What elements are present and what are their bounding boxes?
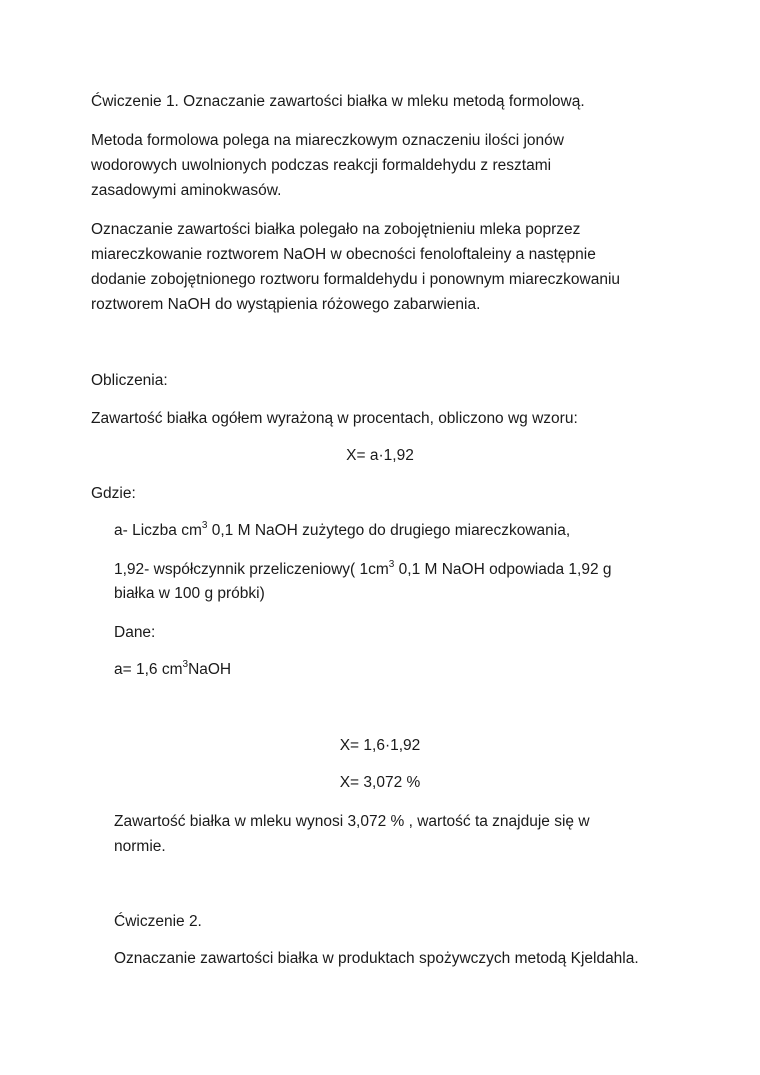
coefficient-text: 1,92- współczynnik przeliczeniowy( 1cm bbox=[114, 561, 389, 578]
coefficient-definition-line-2: białka w 100 g próbki) bbox=[114, 585, 265, 602]
a-definition-text: a- Liczba cm bbox=[114, 522, 202, 539]
paragraph-2-line-1: Oznaczanie zawartości białka polegało na zobojętnieniu mleka poprzez bbox=[91, 221, 581, 238]
coefficient-text-end: 0,1 M NaOH odpowiada 1,92 g bbox=[394, 561, 612, 578]
paragraph-2-line-3: dodanie zobojętnionego roztworu formaldehydu i ponownym miareczkowaniu bbox=[91, 271, 621, 288]
substitution: X= 1,6·1,92 bbox=[339, 737, 421, 754]
result: X= 3,072 % bbox=[339, 774, 421, 791]
paragraph-2-line-4: roztworem NaOH do wystąpienia różowego zabarwienia. bbox=[91, 296, 481, 313]
paragraph-2-line-2: miareczkowanie roztworem NaOH w obecności fenoloftaleiny a następnie bbox=[91, 246, 596, 263]
calculations-intro: Zawartość białka ogółem wyrażoną w procentach, obliczono wg wzoru: bbox=[91, 410, 578, 427]
a-value bbox=[114, 660, 231, 682]
a-definition bbox=[114, 521, 570, 543]
a-value-text: a= 1,6 cm bbox=[114, 661, 183, 678]
a-value-superscript: 3 bbox=[182, 659, 189, 670]
a-definition-superscript: 3 bbox=[201, 520, 208, 531]
exercise-1-title: Ćwiczenie 1. Oznaczanie zawartości białka w mleku metodą formolową. bbox=[91, 93, 585, 110]
coefficient-superscript: 3 bbox=[388, 559, 395, 570]
calculations-heading: Obliczenia: bbox=[91, 372, 168, 389]
a-definition-text-end: 0,1 M NaOH zużytego do drugiego miareczkowania, bbox=[207, 522, 571, 539]
coefficient-definition bbox=[114, 560, 612, 582]
paragraph-1-line-2: wodorowych uwolnionych podczas reakcji formaldehydu z resztami bbox=[91, 157, 552, 174]
where-label: Gdzie: bbox=[91, 485, 136, 502]
given-label: Dane: bbox=[114, 624, 156, 641]
exercise-2-title: Ćwiczenie 2. bbox=[114, 913, 202, 930]
paragraph-1-line-1: Metoda formolowa polega na miareczkowym oznaczeniu ilości jonów bbox=[91, 132, 564, 149]
paragraph-1-line-3: zasadowymi aminokwasów. bbox=[91, 182, 282, 199]
conclusion-line-2: normie. bbox=[114, 838, 166, 855]
formula: X= a·1,92 bbox=[346, 447, 414, 464]
exercise-2-subtitle: Oznaczanie zawartości białka w produktach spożywczych metodą Kjeldahla. bbox=[114, 950, 639, 967]
a-value-unit: NaOH bbox=[188, 661, 232, 678]
conclusion-line-1: Zawartość białka w mleku wynosi 3,072 % , wartość ta znajduje się w bbox=[114, 813, 590, 830]
